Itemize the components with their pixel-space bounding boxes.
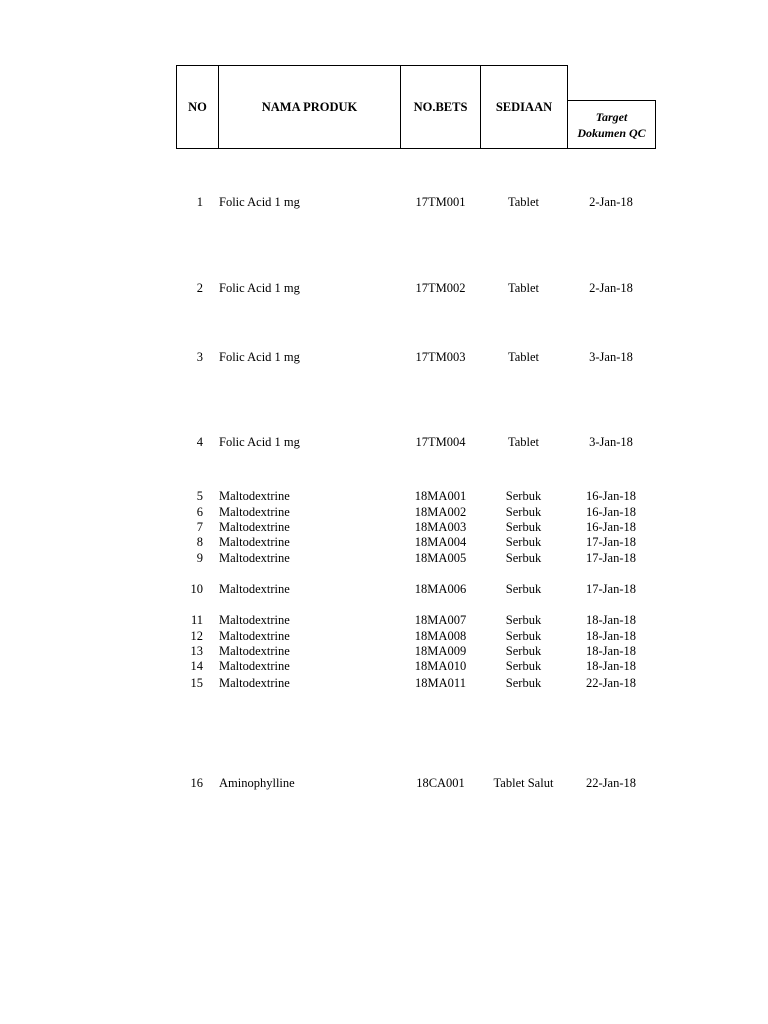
row-target-date: 22-Jan-18 (586, 776, 636, 790)
row-sediaan: Tablet (507, 195, 540, 209)
row-nama-produk: Maltodextrine (219, 505, 290, 519)
row-nama-produk: Maltodextrine (219, 676, 290, 690)
row-target-date: 3-Jan-18 (589, 435, 633, 449)
row-no-bets: 18MA006 (414, 582, 467, 596)
row-sediaan: Serbuk (505, 613, 542, 627)
row-target-date: 3-Jan-18 (589, 350, 633, 364)
row-nama-produk: Maltodextrine (219, 644, 290, 658)
table-row (0, 280, 768, 296)
row-nama-produk: Maltodextrine (219, 520, 290, 534)
row-no: 11 (190, 613, 203, 627)
row-no: 2 (196, 281, 203, 295)
row-nama-produk: Maltodextrine (219, 582, 290, 596)
row-no: 7 (196, 520, 203, 534)
row-nama-produk: Maltodextrine (219, 489, 290, 503)
row-no: 8 (196, 535, 203, 549)
header-target-line2: Dokumen QC (577, 125, 646, 140)
row-no-bets: 18MA008 (414, 629, 467, 643)
row-sediaan: Tablet (507, 281, 540, 295)
row-no-bets: 18MA009 (414, 644, 467, 658)
row-target-date: 18-Jan-18 (586, 644, 636, 658)
row-no: 14 (190, 659, 203, 673)
table-row (0, 675, 768, 691)
row-no: 10 (190, 582, 203, 596)
row-sediaan: Serbuk (505, 489, 542, 503)
row-no-bets: 18MA005 (414, 551, 467, 565)
row-no-bets: 17TM001 (415, 195, 466, 209)
row-no: 6 (196, 505, 203, 519)
table-row (0, 550, 768, 566)
row-no-bets: 18MA001 (414, 489, 467, 503)
row-target-date: 16-Jan-18 (586, 505, 636, 519)
row-no: 1 (196, 195, 203, 209)
table-row (0, 534, 768, 550)
row-no: 13 (190, 644, 203, 658)
row-nama-produk: Maltodextrine (219, 629, 290, 643)
row-sediaan: Serbuk (505, 659, 542, 673)
row-nama-produk: Maltodextrine (219, 535, 290, 549)
row-nama-produk: Aminophylline (219, 776, 295, 790)
row-sediaan: Serbuk (505, 551, 542, 565)
header-no-bets: NO.BETS (400, 65, 481, 149)
table-row (0, 775, 768, 791)
header-target-dokumen-qc (567, 100, 656, 149)
row-no-bets: 18MA004 (414, 535, 467, 549)
row-sediaan: Serbuk (505, 644, 542, 658)
table-row (0, 628, 768, 644)
row-no: 3 (196, 350, 203, 364)
row-nama-produk: Maltodextrine (219, 659, 290, 673)
table-row (0, 194, 768, 210)
row-target-date: 17-Jan-18 (586, 535, 636, 549)
row-sediaan: Serbuk (505, 535, 542, 549)
table-row (0, 434, 768, 450)
row-no-bets: 18MA003 (414, 520, 467, 534)
row-no-bets: 18MA011 (415, 676, 466, 690)
table-row (0, 581, 768, 597)
row-nama-produk: Folic Acid 1 mg (219, 350, 300, 364)
row-sediaan: Serbuk (505, 582, 542, 596)
row-sediaan: Serbuk (505, 505, 542, 519)
table-row (0, 643, 768, 659)
row-nama-produk: Folic Acid 1 mg (219, 281, 300, 295)
row-target-date: 2-Jan-18 (589, 281, 633, 295)
header-no: NO (176, 65, 219, 149)
row-target-date: 18-Jan-18 (586, 659, 636, 673)
row-no-bets: 17TM002 (415, 281, 466, 295)
row-no-bets: 17TM004 (415, 435, 466, 449)
row-target-date: 18-Jan-18 (586, 629, 636, 643)
row-no-bets: 17TM003 (415, 350, 466, 364)
row-target-date: 16-Jan-18 (586, 520, 636, 534)
row-target-date: 2-Jan-18 (589, 195, 633, 209)
row-sediaan: Serbuk (505, 520, 542, 534)
table-row (0, 612, 768, 628)
row-sediaan: Serbuk (505, 629, 542, 643)
table-row (0, 349, 768, 365)
row-nama-produk: Maltodextrine (219, 551, 290, 565)
row-sediaan: Tablet (507, 435, 540, 449)
row-no-bets: 18MA002 (414, 505, 467, 519)
table-row (0, 519, 768, 535)
row-sediaan: Serbuk (505, 676, 542, 690)
row-sediaan: Tablet (507, 350, 540, 364)
row-no: 5 (196, 489, 203, 503)
row-sediaan: Tablet Salut (493, 776, 554, 790)
row-no-bets: 18CA001 (416, 776, 465, 790)
header-sediaan: SEDIAAN (480, 65, 568, 149)
row-no: 4 (196, 435, 203, 449)
row-nama-produk: Folic Acid 1 mg (219, 435, 300, 449)
row-target-date: 17-Jan-18 (586, 551, 636, 565)
row-nama-produk: Folic Acid 1 mg (219, 195, 300, 209)
row-no: 12 (190, 629, 203, 643)
table-row (0, 658, 768, 674)
row-target-date: 18-Jan-18 (586, 613, 636, 627)
row-no-bets: 18MA010 (414, 659, 467, 673)
row-no: 9 (196, 551, 203, 565)
row-no: 15 (190, 676, 203, 690)
header-nama-produk: NAMA PRODUK (218, 65, 401, 149)
row-target-date: 22-Jan-18 (586, 676, 636, 690)
header-target-line1: Target (595, 109, 628, 124)
row-nama-produk: Maltodextrine (219, 613, 290, 627)
table-row (0, 504, 768, 520)
row-target-date: 17-Jan-18 (586, 582, 636, 596)
row-no: 16 (190, 776, 203, 790)
row-no-bets: 18MA007 (414, 613, 467, 627)
table-row (0, 488, 768, 504)
row-target-date: 16-Jan-18 (586, 489, 636, 503)
